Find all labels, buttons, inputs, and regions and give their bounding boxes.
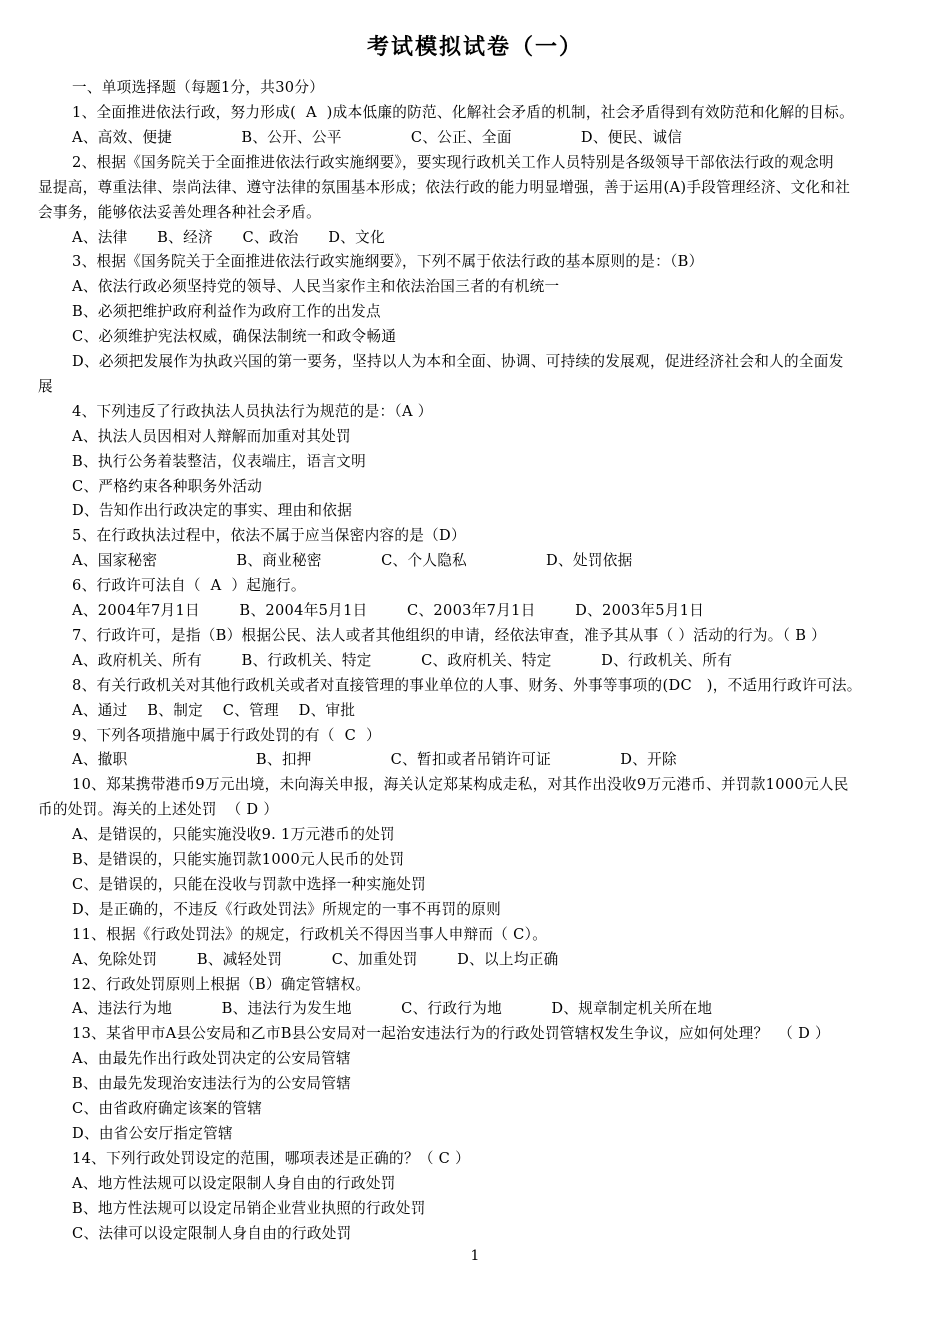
text-line: 1、全面推进依法行政，努力形成( A )成本低廉的防范、化解社会矛盾的机制，社会矛盾得到有效防范和化解的目标。	[72, 104, 854, 121]
text-line: A、由最先作出行政处罚决定的公安局管辖	[72, 1050, 351, 1068]
text-line: A、2004年7月1日 B、2004年5月1日 C、2003年7月1日 D、2003年5月1日	[72, 602, 705, 619]
text-line: 币的处罚。海关的上述处罚 （ D ）	[38, 801, 279, 819]
text-line: A、依法行政必须坚持党的领导、人民当家作主和依法治国三者的有机统一	[72, 278, 560, 296]
text-line: 9、下列各项措施中属于行政处罚的有（ C ）	[72, 726, 381, 744]
text-line: D、告知作出行政决定的事实、理由和依据	[72, 502, 353, 520]
text-line: A、国家秘密 B、商业秘密 C、个人隐私 D、处罚依据	[72, 552, 633, 570]
text-line: 6、行政许可法自（ A ）起施行。	[72, 577, 306, 595]
text-line: A、政府机关、所有 B、行政机关、特定 C、政府机关、特定 D、行政机关、所有	[72, 651, 733, 669]
text-line: 13、某省甲市A县公安局和乙市B县公安局对一起治安违法行为的行政处罚管辖权发生争议，应如何处理？ （ D ）	[72, 1025, 830, 1043]
text-line: C、法律可以设定限制人身自由的行政处罚	[72, 1224, 352, 1242]
text-line: A、免除处罚 B、减轻处罚 C、加重处罚 D、以上均正确	[72, 950, 559, 968]
text-line: 12、行政处罚原则上根据（B）确定管辖权。	[72, 975, 371, 993]
text-line: 显提高，尊重法律、崇尚法律、遵守法律的氛围基本形成；依法行政的能力明显增强，善于运用(A)手段管理经济、文化和社	[38, 178, 851, 196]
text-line: 2、根据《国务院关于全面推进依法行政实施纲要》，要实现行政机关工作人员特别是各级领导干部依法行政的观念明	[72, 153, 834, 171]
text-line: 7、行政许可，是指（B）根据公民、法人或者其他组织的申请，经依法审查，准予其从事（ ）活动的行为。（ B ）	[72, 626, 827, 644]
text-line: 5、在行政执法过程中，依法不属于应当保密内容的是（D）	[72, 527, 466, 545]
text-line: B、执行公务着装整洁，仪表端庄，语言文明	[72, 452, 367, 470]
page-number: 1	[470, 1248, 480, 1264]
text-line: D、由省公安厅指定管辖	[72, 1124, 233, 1142]
text-line: 8、有关行政机关对其他行政机关或者对直接管理的事业单位的人事、财务、外事等事项的(DC )，不适用行政许可法。	[72, 676, 862, 694]
text-line: 展	[38, 377, 53, 395]
text-line: A、违法行为地 B、违法行为发生地 C、行政行为地 D、规章制定机关所在地	[72, 1000, 713, 1018]
text-line: A、地方性法规可以设定限制人身自由的行政处罚	[72, 1174, 396, 1192]
text-line: 3、根据《国务院关于全面推进依法行政实施纲要》，下列不属于依法行政的基本原则的是：（B）	[72, 253, 704, 271]
text-line: B、是错误的，只能实施罚款1000元人民币的处罚	[72, 851, 405, 868]
text-line: A、执法人员因相对人辩解而加重对其处罚	[72, 427, 351, 445]
text-line: A、撤职 B、扣押 C、暂扣或者吊销许可证 D、开除	[72, 751, 677, 769]
text-line: D、必须把发展作为执政兴国的第一要务，坚持以人为本和全面、协调、可持续的发展观，促进经济社会和人的全面发	[72, 353, 844, 370]
exam-title: 考试模拟试卷（一）	[366, 34, 583, 60]
text-line: C、由省政府确定该案的管辖	[72, 1100, 263, 1117]
text-line: C、是错误的，只能在没收与罚款中选择一种实施处罚	[72, 875, 427, 893]
text-line: A、法律 B、经济 C、政治 D、文化	[72, 228, 385, 246]
text-line: 会事务，能够依法妥善处理各种社会矛盾。	[38, 203, 321, 221]
text-line: A、通过 B、制定 C、管理 D、审批	[72, 701, 356, 719]
text-line: C、必须维护宪法权威，确保法制统一和政令畅通	[72, 328, 397, 346]
text-line: 4、下列违反了行政执法人员执法行为规范的是：（A ）	[72, 402, 433, 420]
text-line: A、高效、便捷 B、公开、公平 C、公正、全面 D、便民、诚信	[72, 128, 683, 146]
text-line: B、由最先发现治安违法行为的公安局管辖	[72, 1075, 352, 1093]
text-line: C、严格约束各种职务外活动	[72, 477, 263, 495]
text-line: 14、下列行政处罚设定的范围，哪项表述是正确的？（ C ）	[72, 1149, 470, 1167]
text-line: D、是正确的，不违反《行政处罚法》所规定的一事不再罚的原则	[72, 900, 502, 918]
text-line: B、地方性法规可以设定吊销企业营业执照的行政处罚	[72, 1199, 426, 1217]
text-line: 11、根据《行政处罚法》的规定，行政机关不得因当事人申辩而（ C）。	[72, 925, 548, 943]
text-line: 10、郑某携带港币9万元出境，未向海关申报，海关认定郑某构成走私，对其作出没收9万元港币、并罚款1000元人民	[72, 776, 849, 794]
text-line: A、是错误的，只能实施没收9. 1万元港币的处罚	[72, 826, 395, 844]
section-heading: 一、单项选择题（每题1分，共30分）	[72, 79, 325, 96]
text-line: B、必须把维护政府利益作为政府工作的出发点	[72, 303, 381, 321]
